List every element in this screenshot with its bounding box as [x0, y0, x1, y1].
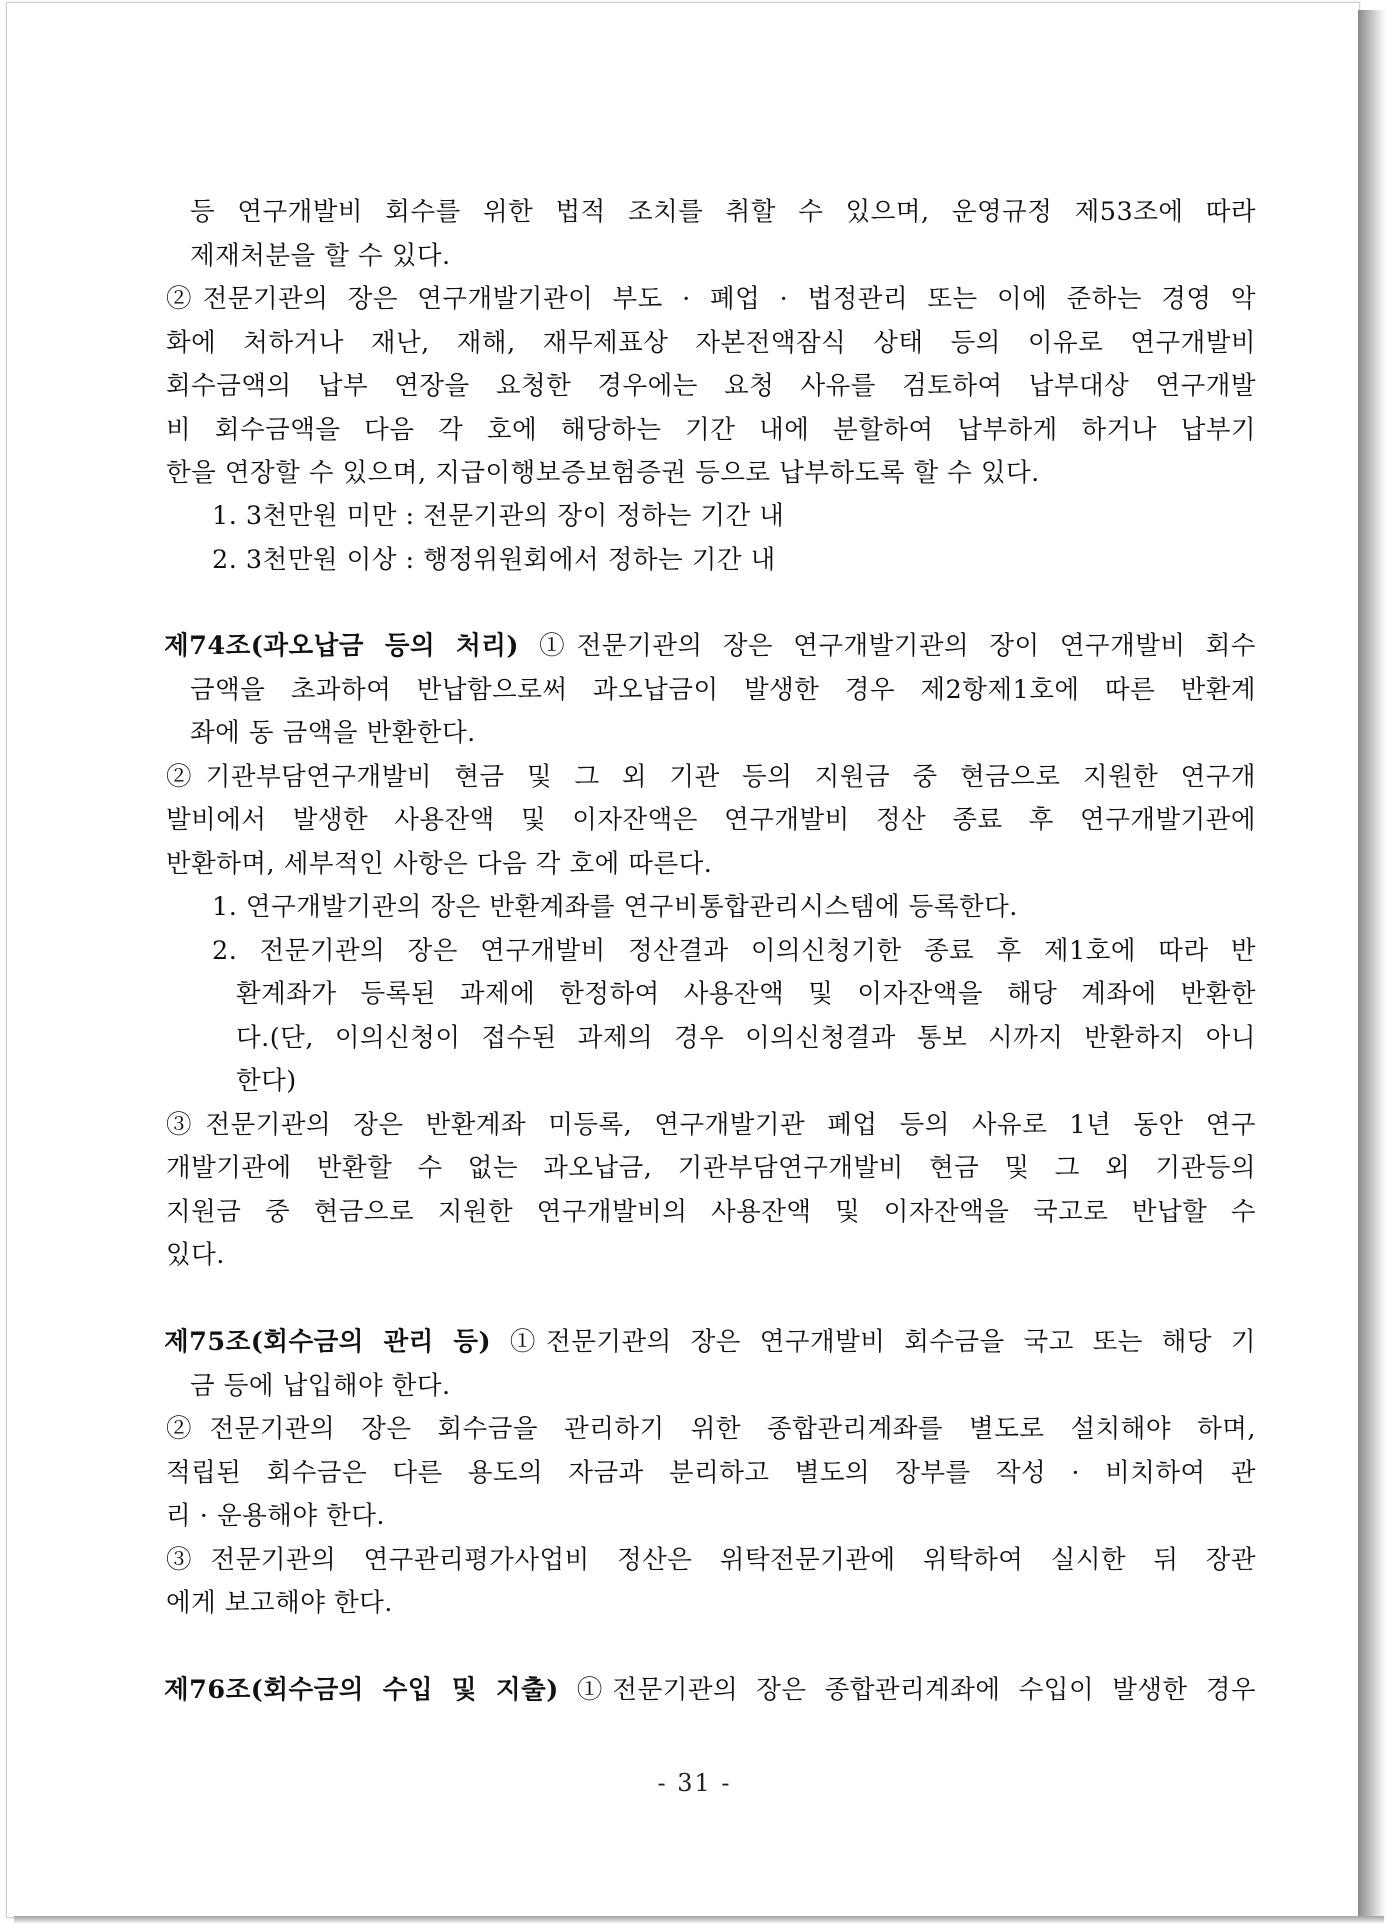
- text-line: 금 등에 납입해야 한다.: [190, 1371, 451, 1401]
- text-line: 발비에서 발생한 사용잔액 및 이자잔액은 연구개발비 정산 종료 후 연구개발기관에: [166, 805, 1256, 835]
- text-line: 지원금 중 현금으로 지원한 연구개발비의 사용잔액 및 이자잔액을 국고로 반납할 수: [166, 1197, 1256, 1227]
- text-line: 회수금액의 납부 연장을 요청한 경우에는 요청 사유를 검토하여 납부대상 연구개발: [166, 371, 1256, 401]
- article-76-heading: 제76조(회수금의 수입 및 지출) ①전문기관의 장은 종합관리계좌에 수입이 발생한 경우: [164, 1675, 1256, 1705]
- text-line: ③전문기관의 장은 반환계좌 미등록, 연구개발기관 폐업 등의 사유로 1년 동안 연구: [166, 1110, 1256, 1140]
- text-line: 비 회수금액을 다음 각 호에 해당하는 기간 내에 분할하여 납부하게 하거나 납부기: [166, 415, 1256, 445]
- list-item: 2. 3천만원 이상 : 행정위원회에서 정하는 기간 내: [212, 545, 776, 575]
- article-75-heading: 제75조(회수금의 관리 등) ①전문기관의 장은 연구개발비 회수금을 국고 또는 해당 기: [164, 1327, 1256, 1357]
- text-line: 화에 처하거나 재난, 재해, 재무제표상 자본전액잠식 상태 등의 이유로 연구개발비: [166, 328, 1256, 358]
- text-line: 환계좌가 등록된 과제에 한정하여 사용잔액 및 이자잔액을 해당 계좌에 반환한: [236, 979, 1256, 1009]
- text-line: 제재처분을 할 수 있다.: [190, 241, 451, 271]
- list-item: 1. 연구개발기관의 장은 반환계좌를 연구비통합관리시스템에 등록한다.: [212, 892, 1018, 922]
- text-line: ②전문기관의 장은 연구개발기관이 부도 · 폐업 · 법정관리 또는 이에 준하는 경영 악: [166, 284, 1256, 314]
- text-line: 한을 연장할 수 있으며, 지급이행보증보험증권 등으로 납부하도록 할 수 있다.: [166, 458, 1040, 488]
- page-number: - 31 -: [657, 1769, 732, 1797]
- text-line: ③전문기관의 연구관리평가사업비 정산은 위탁전문기관에 위탁하여 실시한 뒤 장관: [166, 1545, 1256, 1575]
- text-line: 금액을 초과하여 반납함으로써 과오납금이 발생한 경우 제2항제1호에 따른 반환계: [190, 675, 1256, 705]
- list-item: 2. 전문기관의 장은 연구개발비 정산결과 이의신청기한 종료 후 제1호에 따라 반: [212, 936, 1256, 966]
- text-line: 있다.: [166, 1240, 225, 1270]
- article-74-heading: 제74조(과오납금 등의 처리) ①전문기관의 장은 연구개발기관의 장이 연구개발비 회수: [164, 631, 1256, 661]
- text-line: 적립된 회수금은 다른 용도의 자금과 분리하고 별도의 장부를 작성 · 비치하여 관: [166, 1458, 1256, 1488]
- page-shadow-right: [1358, 10, 1386, 1920]
- text-line: 리 · 운용해야 한다.: [166, 1501, 385, 1531]
- text-line: 에게 보고해야 한다.: [166, 1588, 393, 1618]
- text-line: 등 연구개발비 회수를 위한 법적 조치를 취할 수 있으며, 운영규정 제53조에 따라: [190, 197, 1256, 227]
- list-item: 1. 3천만원 미만 : 전문기관의 장이 정하는 기간 내: [212, 501, 785, 531]
- text-line: 한다): [236, 1066, 297, 1096]
- text-line: 개발기관에 반환할 수 없는 과오납금, 기관부담연구개발비 현금 및 그 외 기관등의: [166, 1153, 1256, 1183]
- page-shadow-bottom: [14, 1916, 1384, 1924]
- text-line: ②기관부담연구개발비 현금 및 그 외 기관 등의 지원금 중 현금으로 지원한 연구개: [166, 762, 1256, 792]
- text-line: 다.(단, 이의신청이 접수된 과제의 경우 이의신청결과 통보 시까지 반환하지 아니: [236, 1023, 1256, 1053]
- text-line: ②전문기관의 장은 회수금을 관리하기 위한 종합관리계좌를 별도로 설치해야 하며,: [166, 1414, 1256, 1444]
- text-line: 좌에 동 금액을 반환한다.: [190, 718, 476, 748]
- text-line: 반환하며, 세부적인 사항은 다음 각 호에 따른다.: [166, 849, 713, 879]
